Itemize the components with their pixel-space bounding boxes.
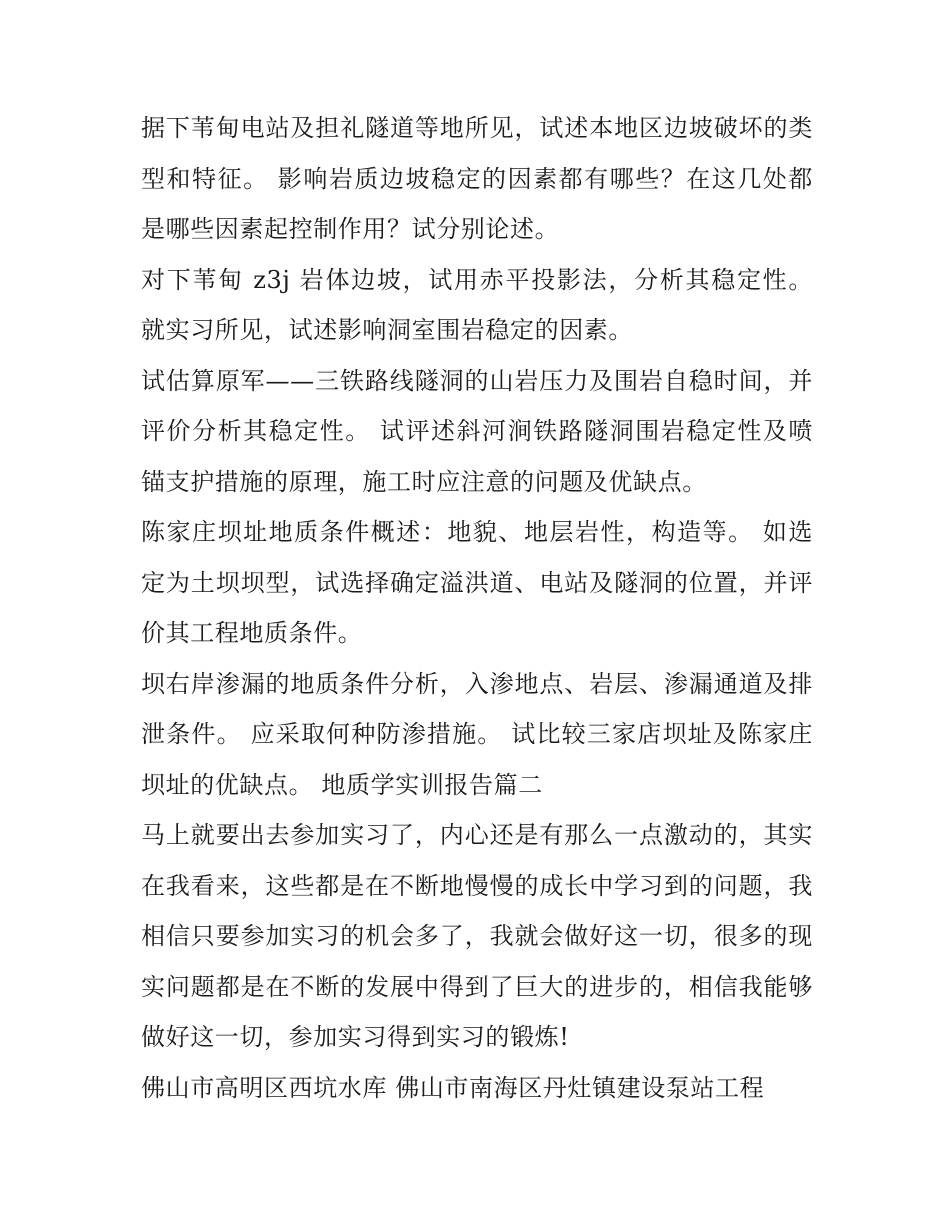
paragraph-tunnel-rock-pressure: 试估算原军——三铁路线隧洞的山岩压力及围岩自稳时间，并评价分析其稳定性。 试评述斜河涧铁路隧洞围岩稳定性及喷锚支护措施的原理，施工时应注意的问题及优缺点。	[141, 366, 813, 496]
paragraph-stereographic-analysis: 对下苇甸 z3j 岩体边坡，试用赤平投影法，分析其稳定性。 就实习所见，试述影响洞室围岩稳定的因素。	[141, 265, 813, 344]
paragraph-slope-failure: 据下苇甸电站及担礼隧道等地所见，试述本地区边坡破坏的类型和特征。 影响岩质边坡稳定的因素都有哪些？在这几处都是哪些因素起控制作用？试分别论述。	[141, 114, 813, 243]
paragraph-damsite-geology: 陈家庄坝址地质条件概述：地貌、地层岩性，构造等。 如选定为土坝坝型，试选择确定溢洪道、电站及隧洞的位置，并评价其工程地质条件。	[141, 518, 813, 647]
paragraph-project-sites: 佛山市高明区西坑水库 佛山市南海区丹灶镇建设泵站工程	[141, 1073, 765, 1102]
document-body	[141, 103, 813, 1113]
paragraph-seepage-analysis: 坝右岸渗漏的地质条件分析，入渗地点、岩层、渗漏通道及排泄条件。 应采取何种防渗措施。 试比较三家店坝址及陈家庄坝址的优缺点。 地质学实训报告篇二	[141, 669, 813, 799]
paragraph-internship-reflection: 马上就要出去参加实习了，内心还是有那么一点激动的，其实在我看来，这些都是在不断地慢慢的成长中学习到的问题，我相信只要参加实习的机会多了，我就会做好这一切，很多的现实问题都是在不断的发展中得到了巨大的进步的，相信我能够做好这一切，参加实习得到实习的锻炼!	[141, 821, 813, 1051]
